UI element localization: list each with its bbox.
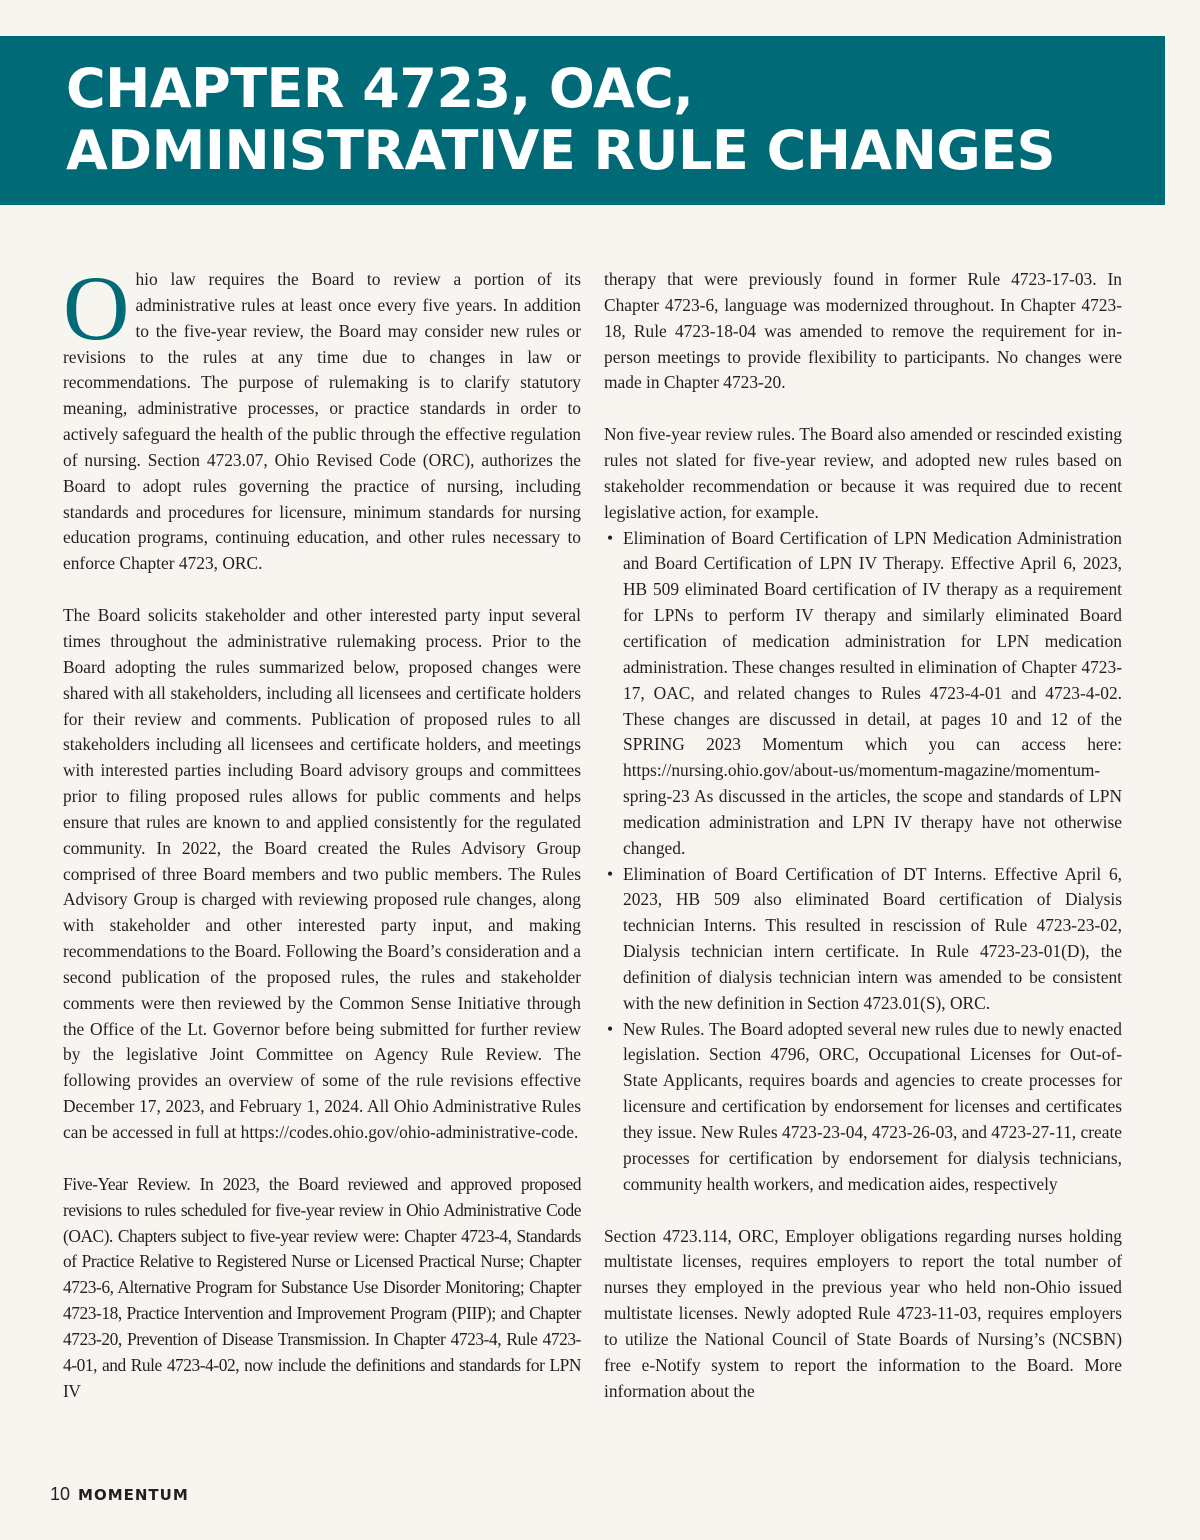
left-column (63, 257, 581, 1430)
magazine-name: MOMENTUM (78, 1486, 189, 1504)
continuation-paragraph: therapy that were previously found in former Rule 4723-17-03. In Chapter 4723-6, language was modernized throughout. In Chapter 4723-18, Rule 4723-18-04 was amended to remove the requirement for in-person meetings to provide flexibility to participants. No changes were made in Chapter 4723-20. (604, 269, 1122, 393)
list-item-new-rules: • New Rules. The Board adopted several new rules due to newly enacted legislation. Section 4796, ORC, Occupational Licenses for Out-of-State Applicants, requires boards and agencies to create processes for licensure and certification by endorsement for licenses and certificates they issue. New Rules 4723-23-04, 4723-26-03, and 4723-27-11, create processes for certification by endorsement for dialysis technicians, community health workers, and medication aides, respectively (604, 1017, 1122, 1198)
five-year-review-paragraph: Five-Year Review. In 2023, the Board reviewed and approved proposed revisions to rules scheduled for five-year review in Ohio Administrative Code (OAC). Chapters subject to five-year review were: Chapter 4723-4, Standards of Practice Relative to Registered Nurse or Licensed Practical Nurse; Chapter 4723-6, Alternative Program for Substance Use Disorder Monitoring; Chapter 4723-18, Practice Intervention and Improvement Program (PIIP); and Chapter 4723-20, Prevention of Disease Transmission. In Chapter 4723-4, Rule 4723-4-01, and Rule 4723-4-02, now include the definitions and standards for LPN IV (63, 1173, 581, 1401)
stakeholder-paragraph: The Board solicits stakeholder and other interested party input several times throughout the administrative rulemaking process. Prior to the Board adopting the rules summarized below, proposed changes were shared with all stakeholders, including all licensees and certificate holders for their review and comments. Publication of proposed rules to all stakeholders including all licensees and certificate holders, and meetings with interested parties including Board advisory groups and committees prior to filing proposed rules allows for public comments and helps ensure that rules are known to and applied consistently for the regulated community. In 2022, the Board created the Rules Advisory Group comprised of three Board members and two public members. The Rules Advisory Group is charged with reviewing proposed rule changes, along with stakeholder and other interested party input, and making recommendations to the Board. Following the Board’s consideration and a second publication of the proposed rules, the rules and stakeholder comments were then reviewed by the Common Sense Initiative through the Office of the Lt. Governor before being submitted for further review by the legislative Joint Committee on Agency Rule Review. The following provides an overview of some of the rule revisions effective December 17, 2023, and February 1, 2024. All Ohio Administrative Rules can be accessed in full at https://codes.ohio.gov/ohio-administrative-code. (63, 605, 581, 1142)
page-number: 10 (50, 1484, 71, 1504)
right-column (604, 267, 1122, 1430)
intro-paragraph (63, 257, 581, 577)
intro-text: hio law requires the Board to review a portion of its administrative rules at least once every five years. In addition to the five-year review, the Board may consider new rules or revisions to the rules at any time due to changes in law or recommendations. The purpose of rulemaking is to clarify statutory meaning, administrative processes, or practice standards in order to actively safeguard the health of the public through the effective regulation of nursing. Section 4723.07, Ohio Revised Code (ORC), authorizes the Board to adopt rules governing the practice of nursing, including standards and procedures for licensure, minimum standards for nursing education programs, continuing education, and other rules necessary to enforce Chapter 4723, ORC. (63, 269, 581, 574)
multistate-paragraph: Section 4723.114, ORC, Employer obligations regarding nurses holding multistate licenses, requires employers to report the total number of nurses they employed in the previous year who held non-Ohio issued multistate licenses. Newly adopted Rule 4723-11-03, requires employers to utilize the National Council of State Boards of Nursing’s (NCSBN) free e-Notify system to report the information to the Board. More information about the (604, 1225, 1122, 1401)
list-item-lpn-certification: • Elimination of Board Certification of LPN Medication Administration and Board Certification of LPN IV Therapy. Effective April 6, 2023, HB 509 eliminated Board certification of IV therapy as a requirement for LPNs to perform IV therapy and similarly eliminated Board certification of medication administration for LPN medication administration. These changes resulted in elimination of Chapter 4723-17, OAC, and related changes to Rules 4723-4-01 and 4723-4-02. These changes are discussed in detail, at pages 10 and 12 of the SPRING 2023 Momentum which you can access here: https://nursing.ohio.gov/about-us/momentum-magazine/momentum-spring-23 As discussed in the articles, the scope and standards of LPN medication administration and LPN IV therapy have not otherwise changed. (604, 526, 1122, 862)
rule-changes-list (604, 526, 1122, 1198)
page-footer (50, 1483, 189, 1506)
non-five-year-paragraph: Non five-year review rules. The Board also amended or rescinded existing rules not slated for five-year review, and adopted new rules based on stakeholder recommendation or because it was required due to recent legislative action, for example. (604, 424, 1122, 522)
drop-cap: O (63, 257, 130, 359)
list-item-dt-interns: • Elimination of Board Certification of DT Interns. Effective April 6, 2023, HB 509 also eliminated Board certification of Dialysis technician Interns. This resulted in rescission of Rule 4723-23-02, Dialysis technician intern certificate. In Rule 4723-23-01(D), the definition of dialysis technician intern was amended to be consistent with the new definition in Section 4723.01(S), ORC. (604, 862, 1122, 1017)
page-title: CHAPTER 4723, OAC, ADMINISTRATIVE RULE CHANGES (66, 57, 1055, 182)
title-banner (0, 36, 1165, 205)
